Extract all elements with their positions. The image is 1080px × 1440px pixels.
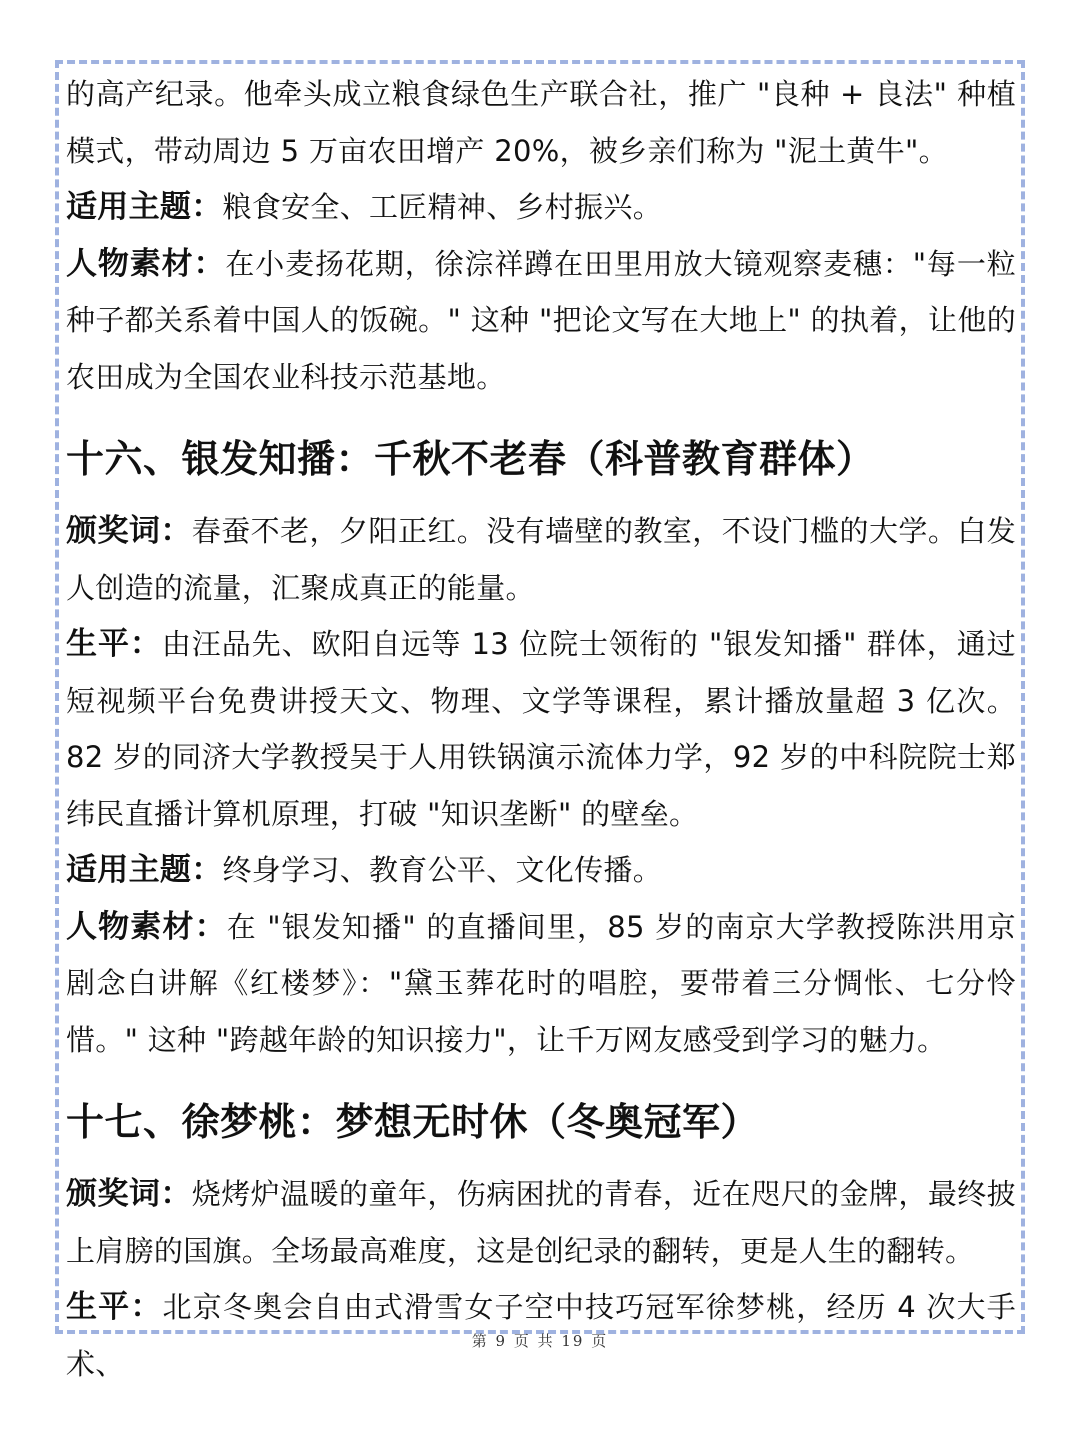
paragraph-text: 粮食安全、工匠精神、乡村振兴。: [222, 190, 663, 224]
paragraph: [66, 503, 1016, 616]
paragraph-label: 颁奖词：: [66, 513, 192, 549]
paragraph-text: 的高产纪录。他牵头成立粮食绿色生产联合社，推广 "良种 + 良法" 种植模式，带动周边 5 万亩农田增产 20%，被乡亲们称为 "泥土黄牛"。: [66, 77, 1016, 168]
paragraph: [66, 179, 1016, 236]
paragraph-text: 烧烤炉温暖的童年，伤病困扰的青春，近在咫尺的金牌，最终披上肩膀的国旗。全场最高难度，这是创纪录的翻转，更是人生的翻转。: [66, 1177, 1017, 1268]
document-body: [66, 66, 1016, 1392]
section-heading: 十六、银发知播：千秋不老春（科普教育群体）: [66, 437, 875, 481]
paragraph-label: 生平：: [66, 1289, 163, 1325]
paragraph: [66, 236, 1016, 406]
paragraph-text: 在 "银发知播" 的直播间里，85 岁的南京大学教授陈洪用京剧念白讲解《红楼梦》："黛玉葬花时的唱腔，要带着三分惆怅、七分怜惜。" 这种 "跨越年龄的知识接力"，让千万网友感受到学习的魅力。: [66, 909, 1016, 1057]
paragraph: [66, 899, 1016, 1069]
paragraph: [66, 616, 1016, 842]
paragraph-text: 北京冬奥会自由式滑雪女子空中技巧冠军徐梦桃，经历 4 次大手术、: [66, 1290, 1017, 1381]
paragraph-text: 由汪品先、欧阳自远等 13 位院士领衔的 "银发知播" 群体，通过短视频平台免费讲授天文、物理、文学等课程，累计播放量超 3 亿次。82 岁的同济大学教授吴于人用铁锅演示流体力学，92 岁的中科院院士郑纬民直播计算机原理，打破 "知识垄断" 的壁垒。: [66, 627, 1016, 831]
paragraph-label: 人物素材：: [66, 245, 226, 282]
paragraph-label: 生平：: [66, 626, 162, 662]
paragraph: [66, 842, 1016, 899]
paragraph: [66, 1166, 1016, 1279]
paragraph-label: 适用主题：: [66, 189, 223, 225]
paragraph-label: 适用主题：: [66, 852, 223, 888]
paragraph-text: 终身学习、教育公平、文化传播。: [222, 853, 663, 887]
section-heading: 十七、徐梦桃：梦想无时休（冬奥冠军）: [66, 1100, 760, 1144]
paragraph-text: 在小麦扬花期，徐淙祥蹲在田里用放大镜观察麦穗："每一粒种子都关系着中国人的饭碗。" 这种 "把论文写在大地上" 的执着，让他的农田成为全国农业科技示范基地。: [66, 246, 1016, 394]
paragraph-text: 春蚕不老，夕阳正红。没有墙壁的教室，不设门槛的大学。白发人创造的流量，汇聚成真正的能量。: [66, 514, 1017, 605]
paragraph: [66, 66, 1016, 179]
paragraph-label: 人物素材：: [66, 908, 227, 945]
paragraph-label: 颁奖词：: [66, 1176, 192, 1212]
page-footer: 第 9 页 共 19 页: [471, 1332, 609, 1350]
